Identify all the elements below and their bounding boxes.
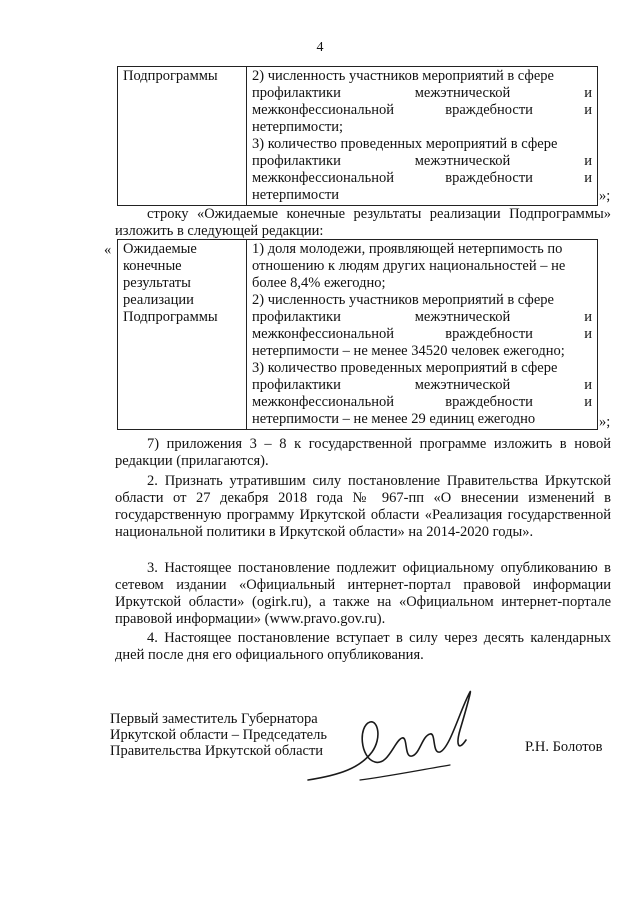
- title-line: Первый заместитель Губернатора: [110, 711, 318, 727]
- paragraph-item-7: 7) приложения 3 – 8 к государственной программе изложить в новой редакции (прилагаются).: [115, 436, 611, 469]
- closing-quote: »;: [599, 188, 611, 204]
- word: межконфессиональной: [252, 170, 394, 186]
- justified-line: [252, 377, 592, 394]
- word: и: [584, 170, 592, 186]
- word: межэтнической: [414, 153, 511, 169]
- table-row-content: [247, 67, 598, 206]
- word: враждебности: [445, 170, 533, 186]
- word: и: [584, 153, 592, 169]
- word: профилактики: [252, 309, 341, 325]
- word: враждебности: [445, 102, 533, 118]
- word: враждебности: [445, 394, 533, 410]
- word: профилактики: [252, 153, 341, 169]
- word: и: [584, 85, 592, 101]
- subprogram-indicators-table: [117, 66, 598, 206]
- table-row-label: [118, 240, 247, 430]
- expected-results-table: [117, 239, 598, 430]
- word: враждебности: [445, 326, 533, 342]
- item-line: нетерпимости: [252, 187, 340, 203]
- label-line: Подпрограммы: [123, 309, 218, 325]
- label-line: конечные: [123, 258, 182, 274]
- item-line: 2) численность участников мероприятий в сфере: [252, 68, 554, 84]
- item-line: отношению к людям других национальностей – не: [252, 258, 566, 274]
- justified-line: [252, 170, 592, 187]
- paragraph-3: 3. Настоящее постановление подлежит официальному опубликованию в сетевом издании «Официальный интернет-портал правовой информации Иркутской области» (ogirk.ru), а также на «Официальном интернет-портале правовой информации» (www.pravo.gov.ru).: [115, 560, 611, 627]
- justified-line: [252, 309, 592, 326]
- word: и: [584, 326, 592, 342]
- page-number: 4: [316, 40, 324, 55]
- word: межэтнической: [414, 377, 511, 393]
- item-line: 1) доля молодежи, проявляющей нетерпимость по: [252, 241, 563, 257]
- word: межэтнической: [414, 309, 511, 325]
- justified-line: [252, 241, 592, 258]
- word: межконфессиональной: [252, 102, 394, 118]
- intro-paragraph: строку «Ожидаемые конечные результаты реализации Подпрограммы» изложить в следующей редакции:: [115, 206, 611, 239]
- word: и: [584, 377, 592, 393]
- justified-line: [252, 85, 592, 102]
- handwritten-signature: [300, 680, 500, 790]
- table-row-content: [247, 240, 598, 430]
- label-line: реализации: [123, 292, 194, 308]
- closing-quote: »;: [599, 414, 611, 430]
- item-line: нетерпимости – не менее 34520 человек ежегодно;: [252, 343, 565, 359]
- label-line: Ожидаемые: [123, 241, 197, 257]
- item-line: 3) количество проведенных мероприятий в сфере: [252, 136, 558, 152]
- word: и: [584, 394, 592, 410]
- table-row-label: Подпрограммы: [118, 67, 247, 206]
- paragraph-2: 2. Признать утратившим силу постановление Правительства Иркутской области от 27 декабря 2018 года № 967-пп «О внесении изменений в государственную программу Иркутской области «Реализация государственной национальной политики в Иркутской области» на 2014-2020 годы».: [115, 473, 611, 540]
- word: межэтнической: [414, 85, 511, 101]
- signatory-name: Р.Н. Болотов: [525, 739, 603, 755]
- item-line: 3) количество проведенных мероприятий в сфере: [252, 360, 558, 376]
- word: межконфессиональной: [252, 394, 394, 410]
- label-line: результаты: [123, 275, 191, 291]
- title-line: Иркутской области – Председатель: [110, 727, 327, 743]
- item-line: 2) численность участников мероприятий в сфере: [252, 292, 554, 308]
- justified-line: [252, 153, 592, 170]
- word: и: [584, 309, 592, 325]
- justified-line: [252, 394, 592, 411]
- item-line: нетерпимости – не менее 29 единиц ежегодно: [252, 411, 536, 427]
- opening-quote: «: [104, 242, 112, 258]
- word: межконфессиональной: [252, 326, 394, 342]
- word: профилактики: [252, 85, 341, 101]
- justified-line: [252, 326, 592, 343]
- justified-line: [252, 258, 592, 275]
- item-line: нетерпимости;: [252, 119, 344, 135]
- item-line: более 8,4% ежегодно;: [252, 275, 386, 291]
- justified-line: [252, 102, 592, 119]
- paragraph-4: 4. Настоящее постановление вступает в силу через десять календарных дней после дня его официального опубликования.: [115, 630, 611, 663]
- title-line: Правительства Иркутской области: [110, 743, 324, 759]
- word: и: [584, 102, 592, 118]
- word: профилактики: [252, 377, 341, 393]
